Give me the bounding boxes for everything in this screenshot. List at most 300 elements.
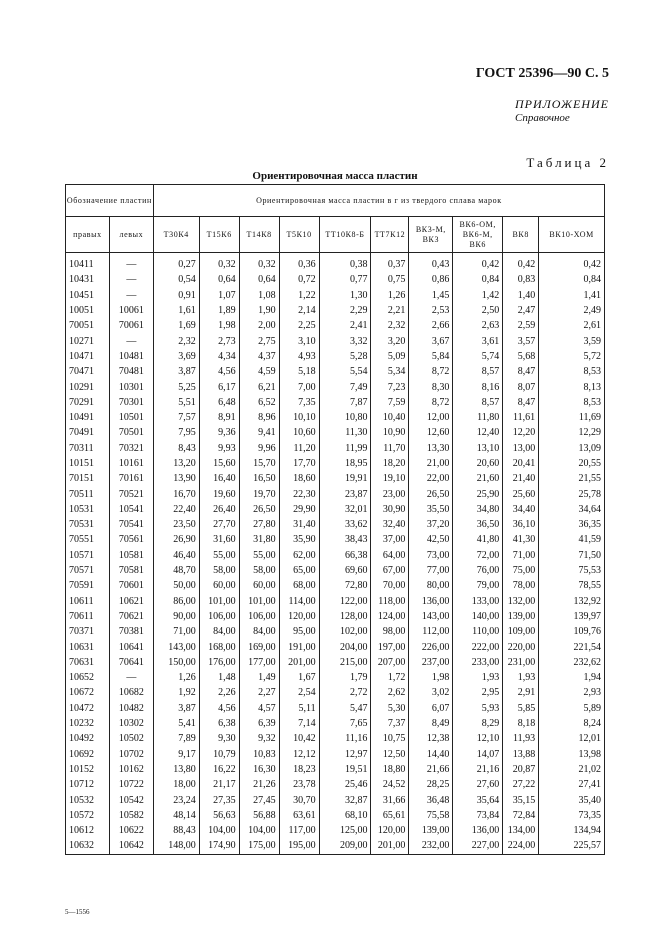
table-cell: 0,77 — [319, 272, 371, 287]
table-cell: 9,17 — [153, 747, 199, 762]
column-header: Т5К10 — [279, 217, 319, 253]
table-cell: 140,00 — [453, 609, 503, 624]
column-header: ВК6-ОМ, ВК6-М, ВК6 — [453, 217, 503, 253]
table-cell: 10482 — [109, 701, 153, 716]
table-row — [66, 701, 605, 716]
table-row — [66, 578, 605, 593]
table-cell: 5,51 — [153, 395, 199, 410]
table-cell: 18,95 — [319, 456, 371, 471]
table-cell: 132,00 — [503, 594, 539, 609]
table-cell: 11,30 — [319, 425, 371, 440]
table-cell: 8,24 — [539, 716, 605, 731]
table-cell: 7,14 — [279, 716, 319, 731]
table-cell: 5,72 — [539, 349, 605, 364]
table-cell: 70471 — [66, 364, 110, 379]
table-cell: 10542 — [109, 792, 153, 807]
table-cell: 10722 — [109, 777, 153, 792]
table-cell: 18,00 — [153, 777, 199, 792]
table-cell: 3,02 — [409, 685, 453, 700]
table-cell: 73,35 — [539, 808, 605, 823]
table-cell: 1,49 — [239, 670, 279, 685]
table-cell: 5,47 — [319, 701, 371, 716]
table-cell: 6,07 — [409, 701, 453, 716]
table-cell: 21,17 — [199, 777, 239, 792]
table-cell: 2,14 — [279, 303, 319, 318]
table-cell: 34,64 — [539, 502, 605, 517]
table-row — [66, 548, 605, 563]
table-cell: 6,38 — [199, 716, 239, 731]
table-cell: 1,07 — [199, 288, 239, 303]
table-row — [66, 639, 605, 654]
table-cell: 3,61 — [453, 333, 503, 348]
table-cell: 0,64 — [239, 272, 279, 287]
group-head-designation: Обозначение пластин — [66, 185, 154, 217]
table-cell: 22,30 — [279, 486, 319, 501]
table-cell: 10472 — [66, 701, 110, 716]
table-row — [66, 253, 605, 273]
table-cell: 1,22 — [279, 288, 319, 303]
table-cell: 3,67 — [409, 333, 453, 348]
table-cell: 2,32 — [153, 333, 199, 348]
table-cell: 70311 — [66, 441, 110, 456]
table-cell: 56,88 — [239, 808, 279, 823]
table-cell: 73,00 — [409, 548, 453, 563]
table-row — [66, 777, 605, 792]
table-cell: 35,50 — [409, 502, 453, 517]
table-row — [66, 808, 605, 823]
table-cell: 5,93 — [453, 701, 503, 716]
table-cell: 8,53 — [539, 364, 605, 379]
table-cell: 3,87 — [153, 701, 199, 716]
table-cell: 58,00 — [239, 563, 279, 578]
table-cell: 122,00 — [319, 594, 371, 609]
column-header: ТТ10К8-Б — [319, 217, 371, 253]
table-cell: 5,09 — [371, 349, 409, 364]
table-cell: 10,80 — [319, 410, 371, 425]
table-cell: 7,49 — [319, 379, 371, 394]
table-cell: 2,41 — [319, 318, 371, 333]
table-cell: 32,87 — [319, 792, 371, 807]
table-cell: 4,56 — [199, 701, 239, 716]
table-cell: 2,53 — [409, 303, 453, 318]
table-cell: 139,00 — [503, 609, 539, 624]
table-cell: 34,80 — [453, 502, 503, 517]
table-cell: 1,89 — [199, 303, 239, 318]
table-cell: 2,32 — [371, 318, 409, 333]
table-cell: 1,69 — [153, 318, 199, 333]
table-cell: 2,26 — [199, 685, 239, 700]
table-cell: 7,57 — [153, 410, 199, 425]
table-row — [66, 716, 605, 731]
table-row — [66, 410, 605, 425]
table-cell: 8,30 — [409, 379, 453, 394]
table-cell: 7,95 — [153, 425, 199, 440]
table-row — [66, 838, 605, 854]
table-cell: 8,57 — [453, 395, 503, 410]
table-cell: 2,49 — [539, 303, 605, 318]
table-cell: 14,40 — [409, 747, 453, 762]
appendix-subtitle: Справочное — [515, 112, 570, 124]
table-cell: 12,60 — [409, 425, 453, 440]
table-cell: 3,57 — [503, 333, 539, 348]
table-cell: 21,00 — [409, 456, 453, 471]
table-cell: 10571 — [66, 548, 110, 563]
table-cell: 8,57 — [453, 364, 503, 379]
table-cell: 34,40 — [503, 502, 539, 517]
table-cell: 4,93 — [279, 349, 319, 364]
table-cell: 10,60 — [279, 425, 319, 440]
table-body — [66, 253, 605, 855]
table-cell: 2,29 — [319, 303, 371, 318]
table-cell: 124,00 — [371, 609, 409, 624]
table-row — [66, 624, 605, 639]
table-cell: 8,16 — [453, 379, 503, 394]
table-cell: 31,80 — [239, 532, 279, 547]
table-cell: 70501 — [109, 425, 153, 440]
column-header: Т15К6 — [199, 217, 239, 253]
table-cell: 10271 — [66, 333, 110, 348]
table-cell: 27,22 — [503, 777, 539, 792]
table-cell: 72,80 — [319, 578, 371, 593]
group-head-mass: Ориентировочная масса пластин в г из твердого сплава марок — [153, 185, 604, 217]
table-cell: 10652 — [66, 670, 110, 685]
table-cell: 98,00 — [371, 624, 409, 639]
table-cell: 31,40 — [279, 517, 319, 532]
table-cell: 16,50 — [239, 471, 279, 486]
table-cell: 6,48 — [199, 395, 239, 410]
table-cell: 70611 — [66, 609, 110, 624]
table-cell: 16,70 — [153, 486, 199, 501]
table-cell: 10411 — [66, 253, 110, 273]
table-cell: 5,18 — [279, 364, 319, 379]
table-cell: 1,26 — [371, 288, 409, 303]
table-cell: 10641 — [109, 639, 153, 654]
table-cell: 8,43 — [153, 441, 199, 456]
table-cell: 26,40 — [199, 502, 239, 517]
table-cell: 12,38 — [409, 731, 453, 746]
table-cell: 133,00 — [453, 594, 503, 609]
table-cell: 19,10 — [371, 471, 409, 486]
table-cell: 1,92 — [153, 685, 199, 700]
table-cell: 9,36 — [199, 425, 239, 440]
table-cell: 2,66 — [409, 318, 453, 333]
table-cell: 2,00 — [239, 318, 279, 333]
table-cell: 3,10 — [279, 333, 319, 348]
table-cell: 226,00 — [409, 639, 453, 654]
table-cell: 2,27 — [239, 685, 279, 700]
table-cell: 70301 — [109, 395, 153, 410]
table-cell: 10702 — [109, 747, 153, 762]
table-cell: 1,30 — [319, 288, 371, 303]
table-cell: 134,00 — [503, 823, 539, 838]
table-cell: 48,14 — [153, 808, 199, 823]
table-cell: 35,90 — [279, 532, 319, 547]
table-cell: 5,25 — [153, 379, 199, 394]
table-cell: 70,00 — [371, 578, 409, 593]
table-cell: 77,00 — [409, 563, 453, 578]
table-cell: 79,00 — [453, 578, 503, 593]
table-row — [66, 425, 605, 440]
table-cell: 12,00 — [409, 410, 453, 425]
table-cell: 9,96 — [239, 441, 279, 456]
table-cell: 32,01 — [319, 502, 371, 517]
table-cell: 3,69 — [153, 349, 199, 364]
table-cell: 1,94 — [539, 670, 605, 685]
table-cell: 1,67 — [279, 670, 319, 685]
table-cell: 195,00 — [279, 838, 319, 854]
table-cell: 227,00 — [453, 838, 503, 854]
table-cell: 20,60 — [453, 456, 503, 471]
table-cell: 48,70 — [153, 563, 199, 578]
table-cell: 0,37 — [371, 253, 409, 273]
table-cell: 10,79 — [199, 747, 239, 762]
appendix-title: ПРИЛОЖЕНИЕ — [515, 97, 609, 111]
table-cell: 134,94 — [539, 823, 605, 838]
table-cell: 18,60 — [279, 471, 319, 486]
table-cell: 10642 — [109, 838, 153, 854]
table-cell: 1,79 — [319, 670, 371, 685]
table-cell: 70621 — [109, 609, 153, 624]
table-cell: 174,90 — [199, 838, 239, 854]
table-cell: 70151 — [66, 471, 110, 486]
table-cell: 71,00 — [153, 624, 199, 639]
table-cell: 70161 — [109, 471, 153, 486]
table-cell: 120,00 — [279, 609, 319, 624]
table-cell: 237,00 — [409, 655, 453, 670]
table-cell: 1,61 — [153, 303, 199, 318]
table-cell: 10471 — [66, 349, 110, 364]
table-cell: 139,00 — [409, 823, 453, 838]
table-row — [66, 333, 605, 348]
table-cell: 71,50 — [539, 548, 605, 563]
table-cell: 6,39 — [239, 716, 279, 731]
table-row — [66, 594, 605, 609]
table-cell: 9,30 — [199, 731, 239, 746]
table-cell: 0,36 — [279, 253, 319, 273]
table-cell: 2,93 — [539, 685, 605, 700]
table-cell: 80,00 — [409, 578, 453, 593]
table-cell: 13,00 — [503, 441, 539, 456]
table-cell: 10502 — [109, 731, 153, 746]
table-cell: 19,51 — [319, 762, 371, 777]
table-cell: 10481 — [109, 349, 153, 364]
table-cell: 10612 — [66, 823, 110, 838]
table-cell: 27,70 — [199, 517, 239, 532]
table-cell: 150,00 — [153, 655, 199, 670]
table-cell: 12,97 — [319, 747, 371, 762]
table-row — [66, 272, 605, 287]
table-cell: 233,00 — [453, 655, 503, 670]
table-cell: 23,24 — [153, 792, 199, 807]
table-cell: 10532 — [66, 792, 110, 807]
table-cell: 168,00 — [199, 639, 239, 654]
table-row — [66, 318, 605, 333]
table-row — [66, 532, 605, 547]
table-cell: 36,10 — [503, 517, 539, 532]
table-cell: 120,00 — [371, 823, 409, 838]
table-cell: 10301 — [109, 379, 153, 394]
table-cell: 11,20 — [279, 441, 319, 456]
table-cell: 24,52 — [371, 777, 409, 792]
table-cell: 21,55 — [539, 471, 605, 486]
table-cell: 10712 — [66, 777, 110, 792]
table-cell: 102,00 — [319, 624, 371, 639]
table-cell: 10491 — [66, 410, 110, 425]
table-cell: 25,78 — [539, 486, 605, 501]
table-cell: 7,37 — [371, 716, 409, 731]
table-cell: 8,96 — [239, 410, 279, 425]
table-cell: 136,00 — [453, 823, 503, 838]
table-cell: 75,00 — [503, 563, 539, 578]
table-cell: 64,00 — [371, 548, 409, 563]
table-cell: 11,93 — [503, 731, 539, 746]
table-row — [66, 747, 605, 762]
table-cell: 19,91 — [319, 471, 371, 486]
table-cell: 10,90 — [371, 425, 409, 440]
table-cell: 20,55 — [539, 456, 605, 471]
table-cell: 10621 — [109, 594, 153, 609]
table-row — [66, 670, 605, 685]
table-cell: 2,47 — [503, 303, 539, 318]
table-cell: 27,80 — [239, 517, 279, 532]
table-cell: 191,00 — [279, 639, 319, 654]
table-cell: 207,00 — [371, 655, 409, 670]
table-cell: 16,30 — [239, 762, 279, 777]
table-cell: 4,57 — [239, 701, 279, 716]
table-cell: 0,32 — [199, 253, 239, 273]
table-cell: 70481 — [109, 364, 153, 379]
table-cell: 38,43 — [319, 532, 371, 547]
table-cell: 7,23 — [371, 379, 409, 394]
table-cell: 6,17 — [199, 379, 239, 394]
table-cell: 2,91 — [503, 685, 539, 700]
table-cell: 8,13 — [539, 379, 605, 394]
table-cell: 26,90 — [153, 532, 199, 547]
table-cell: 0,84 — [453, 272, 503, 287]
table-cell: 13,30 — [409, 441, 453, 456]
table-cell: 197,00 — [371, 639, 409, 654]
table-cell: 27,45 — [239, 792, 279, 807]
table-cell: 8,47 — [503, 395, 539, 410]
table-cell: 10,40 — [371, 410, 409, 425]
table-cell: 5,89 — [539, 701, 605, 716]
table-cell: 9,93 — [199, 441, 239, 456]
table-cell: 36,35 — [539, 517, 605, 532]
table-cell: 11,80 — [453, 410, 503, 425]
mass-table — [65, 184, 605, 855]
table-cell: 13,80 — [153, 762, 199, 777]
table-cell: 176,00 — [199, 655, 239, 670]
table-cell: 0,42 — [503, 253, 539, 273]
table-cell: 225,57 — [539, 838, 605, 854]
table-cell: 70561 — [109, 532, 153, 547]
table-cell: 70321 — [109, 441, 153, 456]
table-cell: 0,86 — [409, 272, 453, 287]
table-cell: 106,00 — [199, 609, 239, 624]
table-cell: 10431 — [66, 272, 110, 287]
table-cell: 0,64 — [199, 272, 239, 287]
table-row — [66, 441, 605, 456]
footer-code: 5—1556 — [65, 908, 90, 916]
table-row — [66, 655, 605, 670]
table-cell: 10541 — [109, 502, 153, 517]
table-row — [66, 288, 605, 303]
table-cell: 10682 — [109, 685, 153, 700]
table-cell: 90,00 — [153, 609, 199, 624]
table-cell: 1,41 — [539, 288, 605, 303]
table-cell: 220,00 — [503, 639, 539, 654]
table-cell: 13,98 — [539, 747, 605, 762]
table-cell: 12,01 — [539, 731, 605, 746]
table-cell: 1,90 — [239, 303, 279, 318]
table-cell: 15,60 — [199, 456, 239, 471]
table-cell: 9,41 — [239, 425, 279, 440]
table-cell: 66,38 — [319, 548, 371, 563]
table-cell: — — [109, 253, 153, 273]
table-cell: 232,62 — [539, 655, 605, 670]
table-cell: 23,50 — [153, 517, 199, 532]
table-row — [66, 563, 605, 578]
table-cell: 70641 — [109, 655, 153, 670]
column-header: ВК10-ХОМ — [539, 217, 605, 253]
table-cell: 104,00 — [239, 823, 279, 838]
table-cell: 70381 — [109, 624, 153, 639]
table-row — [66, 823, 605, 838]
table-cell: 0,72 — [279, 272, 319, 287]
table-cell: 11,69 — [539, 410, 605, 425]
table-cell: 23,78 — [279, 777, 319, 792]
table-cell: 128,00 — [319, 609, 371, 624]
table-cell: 9,32 — [239, 731, 279, 746]
table-cell: 1,08 — [239, 288, 279, 303]
table-cell: 4,56 — [199, 364, 239, 379]
table-cell: 209,00 — [319, 838, 371, 854]
table-cell: 2,63 — [453, 318, 503, 333]
table-cell: 112,00 — [409, 624, 453, 639]
table-cell: 10061 — [109, 303, 153, 318]
table-cell: 0,75 — [371, 272, 409, 287]
table-cell: 110,00 — [453, 624, 503, 639]
table-cell: 231,00 — [503, 655, 539, 670]
table-cell: 75,58 — [409, 808, 453, 823]
table-cell: 35,64 — [453, 792, 503, 807]
table-cell: 10302 — [109, 716, 153, 731]
table-cell: 21,60 — [453, 471, 503, 486]
table-cell: 27,60 — [453, 777, 503, 792]
page-header-title: ГОСТ 25396—90 С. 5 — [475, 66, 609, 81]
table-cell: 10151 — [66, 456, 110, 471]
table-cell: 3,20 — [371, 333, 409, 348]
table-cell: 13,10 — [453, 441, 503, 456]
table-cell: 6,21 — [239, 379, 279, 394]
table-cell: 42,50 — [409, 532, 453, 547]
table-cell: — — [109, 670, 153, 685]
table-cell: 70491 — [66, 425, 110, 440]
table-cell: 143,00 — [409, 609, 453, 624]
table-cell: 12,50 — [371, 747, 409, 762]
table-cell: 10,75 — [371, 731, 409, 746]
table-cell: 4,34 — [199, 349, 239, 364]
table-cell: 21,16 — [453, 762, 503, 777]
table-row — [66, 379, 605, 394]
table-row — [66, 762, 605, 777]
table-cell: 1,26 — [153, 670, 199, 685]
table-cell: 7,00 — [279, 379, 319, 394]
table-cell: 68,00 — [279, 578, 319, 593]
table-cell: 8,91 — [199, 410, 239, 425]
table-cell: 70581 — [109, 563, 153, 578]
table-cell: 12,12 — [279, 747, 319, 762]
